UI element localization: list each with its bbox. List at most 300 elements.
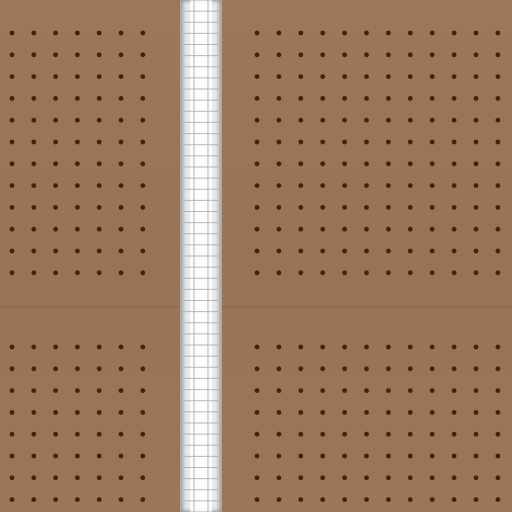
perforation-hole <box>255 118 260 123</box>
perforation-hole <box>474 249 479 254</box>
perforation-hole <box>496 270 501 275</box>
perforation-hole <box>364 270 369 275</box>
perforation-hole <box>496 388 501 393</box>
perforation-hole <box>75 227 80 232</box>
perforation-hole <box>496 52 501 57</box>
perforation-hole <box>474 183 479 188</box>
perforation-hole <box>10 345 15 350</box>
perforation-hole <box>320 74 325 79</box>
perforation-hole <box>408 366 413 371</box>
perforation-hole <box>452 96 457 101</box>
perforation-hole <box>474 74 479 79</box>
perforation-hole <box>10 432 15 437</box>
perforation-hole <box>119 205 124 210</box>
vertical-light-strip <box>180 0 222 512</box>
perforation-hole <box>408 118 413 123</box>
perforation-hole <box>320 270 325 275</box>
perforation-hole <box>364 249 369 254</box>
perforation-hole <box>140 432 145 437</box>
perforation-hole <box>496 227 501 232</box>
perforation-hole <box>452 475 457 480</box>
perforation-hole <box>386 249 391 254</box>
perforation-hole <box>474 497 479 502</box>
perforation-hole <box>474 161 479 166</box>
perforation-hole <box>31 31 36 36</box>
perforation-hole <box>119 249 124 254</box>
perforation-hole <box>386 118 391 123</box>
perforation-hole <box>97 497 102 502</box>
perforation-hole <box>298 31 303 36</box>
perforation-hole <box>75 249 80 254</box>
perforation-hole <box>119 475 124 480</box>
perforation-hole <box>320 454 325 459</box>
perforation-hole <box>140 366 145 371</box>
perforation-hole <box>255 345 260 350</box>
perforation-hole <box>386 205 391 210</box>
perforation-hole <box>452 74 457 79</box>
perforation-hole <box>140 249 145 254</box>
perforation-hole <box>342 74 347 79</box>
perforation-hole <box>97 205 102 210</box>
perforation-hole <box>364 118 369 123</box>
perforation-hole <box>53 388 58 393</box>
perforation-hole <box>364 205 369 210</box>
perforation-hole <box>298 161 303 166</box>
perforation-hole <box>75 161 80 166</box>
perforation-hole <box>474 345 479 350</box>
perforation-hole <box>496 74 501 79</box>
perforation-hole <box>474 454 479 459</box>
perforation-hole <box>342 118 347 123</box>
perforation-hole <box>342 270 347 275</box>
perforation-hole <box>119 270 124 275</box>
perforation-hole <box>119 183 124 188</box>
perforation-hole <box>474 388 479 393</box>
perforation-hole <box>298 183 303 188</box>
perforation-hole <box>408 96 413 101</box>
perforation-hole <box>342 366 347 371</box>
perforation-hole <box>119 410 124 415</box>
perforation-hole <box>408 227 413 232</box>
left-perforated-panel <box>0 0 180 512</box>
perforation-hole <box>452 432 457 437</box>
perforation-hole <box>430 118 435 123</box>
perforation-hole <box>53 96 58 101</box>
perforation-hole <box>320 410 325 415</box>
perforation-hole <box>342 388 347 393</box>
perforation-hole <box>430 497 435 502</box>
perforation-hole <box>53 31 58 36</box>
perforation-hole <box>298 74 303 79</box>
perforation-hole <box>119 31 124 36</box>
perforation-hole <box>496 183 501 188</box>
perforation-hole <box>119 161 124 166</box>
perforation-hole <box>364 497 369 502</box>
perforation-hole <box>430 454 435 459</box>
perforation-hole <box>320 118 325 123</box>
perforation-hole <box>364 31 369 36</box>
perforation-hole <box>298 454 303 459</box>
perforation-hole <box>75 388 80 393</box>
perforation-hole <box>255 31 260 36</box>
perforation-hole <box>474 410 479 415</box>
right-perforation-grid <box>222 0 512 512</box>
perforation-hole <box>474 118 479 123</box>
perforation-hole <box>97 31 102 36</box>
perforation-hole <box>255 454 260 459</box>
perforation-hole <box>452 118 457 123</box>
perforation-hole <box>430 183 435 188</box>
perforation-hole <box>31 140 36 145</box>
perforation-hole <box>496 96 501 101</box>
perforation-hole <box>255 249 260 254</box>
perforation-hole <box>277 31 282 36</box>
perforation-hole <box>31 366 36 371</box>
perforation-hole <box>75 454 80 459</box>
perforation-hole <box>31 454 36 459</box>
perforation-hole <box>452 270 457 275</box>
perforation-hole <box>320 31 325 36</box>
perforation-hole <box>255 410 260 415</box>
perforation-hole <box>119 345 124 350</box>
perforation-hole <box>408 475 413 480</box>
perforation-hole <box>364 96 369 101</box>
perforation-hole <box>320 183 325 188</box>
perforation-hole <box>140 475 145 480</box>
perforation-hole <box>97 161 102 166</box>
perforation-hole <box>140 96 145 101</box>
perforation-hole <box>320 227 325 232</box>
perforation-hole <box>386 74 391 79</box>
perforation-hole <box>386 140 391 145</box>
perforation-hole <box>298 52 303 57</box>
perforation-hole <box>408 140 413 145</box>
perforation-hole <box>474 205 479 210</box>
perforation-hole <box>430 31 435 36</box>
perforation-hole <box>10 205 15 210</box>
perforation-hole <box>430 52 435 57</box>
perforation-hole <box>408 432 413 437</box>
perforation-hole <box>10 31 15 36</box>
perforation-hole <box>342 345 347 350</box>
perforation-hole <box>75 410 80 415</box>
perforation-hole <box>342 497 347 502</box>
perforation-hole <box>452 366 457 371</box>
perforation-hole <box>408 205 413 210</box>
perforation-hole <box>430 410 435 415</box>
perforation-hole <box>298 249 303 254</box>
perforation-hole <box>31 432 36 437</box>
perforation-hole <box>75 31 80 36</box>
perforation-hole <box>31 475 36 480</box>
perforation-hole <box>452 161 457 166</box>
perforation-hole <box>342 140 347 145</box>
perforation-hole <box>277 96 282 101</box>
perforation-hole <box>277 118 282 123</box>
perforation-hole <box>10 227 15 232</box>
perforation-hole <box>277 140 282 145</box>
perforation-hole <box>31 345 36 350</box>
perforation-hole <box>342 249 347 254</box>
perforation-hole <box>53 345 58 350</box>
perforation-hole <box>119 454 124 459</box>
perforation-hole <box>364 475 369 480</box>
perforation-hole <box>452 388 457 393</box>
perforation-hole <box>430 205 435 210</box>
perforation-hole <box>53 227 58 232</box>
perforation-hole <box>31 270 36 275</box>
perforation-hole <box>119 497 124 502</box>
perforation-hole <box>97 52 102 57</box>
perforation-hole <box>364 345 369 350</box>
perforation-hole <box>452 140 457 145</box>
perforation-hole <box>496 31 501 36</box>
perforation-hole <box>364 227 369 232</box>
perforation-hole <box>452 249 457 254</box>
perforation-hole <box>496 118 501 123</box>
perforation-hole <box>10 118 15 123</box>
perforation-hole <box>97 410 102 415</box>
perforation-hole <box>53 410 58 415</box>
perforation-hole <box>430 227 435 232</box>
perforation-hole <box>430 432 435 437</box>
perforation-hole <box>97 270 102 275</box>
perforation-hole <box>320 96 325 101</box>
perforation-hole <box>119 96 124 101</box>
perforation-hole <box>75 205 80 210</box>
perforation-hole <box>97 366 102 371</box>
light-strip-grid <box>180 0 222 512</box>
perforation-hole <box>97 183 102 188</box>
perforation-hole <box>474 31 479 36</box>
perforation-hole <box>277 205 282 210</box>
perforation-hole <box>277 366 282 371</box>
perforation-hole <box>277 475 282 480</box>
perforation-hole <box>119 140 124 145</box>
perforation-hole <box>10 270 15 275</box>
perforation-hole <box>10 96 15 101</box>
perforation-hole <box>298 410 303 415</box>
perforation-hole <box>255 366 260 371</box>
perforation-hole <box>430 96 435 101</box>
perforation-hole <box>75 74 80 79</box>
perforation-hole <box>430 161 435 166</box>
perforation-hole <box>277 410 282 415</box>
perforation-hole <box>53 249 58 254</box>
perforation-hole <box>277 249 282 254</box>
perforation-hole <box>408 161 413 166</box>
perforation-hole <box>408 183 413 188</box>
perforation-hole <box>75 270 80 275</box>
perforation-hole <box>255 388 260 393</box>
perforation-hole <box>386 410 391 415</box>
perforation-hole <box>255 96 260 101</box>
perforation-hole <box>386 432 391 437</box>
perforation-hole <box>342 96 347 101</box>
perforation-hole <box>53 366 58 371</box>
perforation-hole <box>496 161 501 166</box>
perforation-hole <box>53 52 58 57</box>
perforation-hole <box>320 249 325 254</box>
perforation-hole <box>364 183 369 188</box>
perforation-hole <box>140 140 145 145</box>
perforation-hole <box>31 388 36 393</box>
perforation-hole <box>97 454 102 459</box>
perforation-hole <box>277 432 282 437</box>
perforation-hole <box>496 345 501 350</box>
perforation-hole <box>452 454 457 459</box>
perforation-hole <box>342 227 347 232</box>
perforation-hole <box>53 475 58 480</box>
perforation-hole <box>364 454 369 459</box>
perforation-hole <box>97 475 102 480</box>
perforation-hole <box>364 52 369 57</box>
perforation-hole <box>298 388 303 393</box>
perforation-hole <box>53 118 58 123</box>
perforation-hole <box>320 475 325 480</box>
perforation-hole <box>277 270 282 275</box>
perforation-hole <box>342 183 347 188</box>
perforation-hole <box>277 74 282 79</box>
perforation-hole <box>277 345 282 350</box>
perforation-hole <box>430 475 435 480</box>
perforation-hole <box>140 161 145 166</box>
perforation-hole <box>386 183 391 188</box>
perforation-hole <box>408 388 413 393</box>
perforation-hole <box>31 227 36 232</box>
perforation-hole <box>408 345 413 350</box>
perforation-hole <box>408 410 413 415</box>
perforation-hole <box>10 410 15 415</box>
perforation-hole <box>31 205 36 210</box>
perforation-hole <box>452 183 457 188</box>
perforation-hole <box>140 345 145 350</box>
perforation-hole <box>298 270 303 275</box>
perforation-hole <box>496 366 501 371</box>
perforation-hole <box>277 454 282 459</box>
perforation-hole <box>31 183 36 188</box>
perforation-hole <box>408 497 413 502</box>
perforation-hole <box>53 183 58 188</box>
perforation-hole <box>277 388 282 393</box>
perforation-hole <box>75 366 80 371</box>
perforation-hole <box>119 388 124 393</box>
perforation-hole <box>386 31 391 36</box>
perforation-hole <box>342 161 347 166</box>
perforation-hole <box>496 410 501 415</box>
perforation-hole <box>474 270 479 275</box>
perforation-hole <box>298 475 303 480</box>
right-perforated-panel <box>222 0 512 512</box>
perforation-hole <box>496 140 501 145</box>
perforation-hole <box>364 388 369 393</box>
perforation-hole <box>342 454 347 459</box>
perforation-hole <box>364 140 369 145</box>
perforation-hole <box>31 161 36 166</box>
perforation-hole <box>474 366 479 371</box>
perforation-hole <box>496 475 501 480</box>
perforation-hole <box>496 249 501 254</box>
perforation-hole <box>255 205 260 210</box>
perforation-hole <box>474 52 479 57</box>
perforation-hole <box>75 118 80 123</box>
perforation-hole <box>364 74 369 79</box>
perforation-hole <box>474 140 479 145</box>
perforation-hole <box>298 432 303 437</box>
perforation-hole <box>10 140 15 145</box>
perforation-hole <box>320 161 325 166</box>
perforation-hole <box>97 140 102 145</box>
perforation-hole <box>298 96 303 101</box>
perforation-hole <box>408 74 413 79</box>
perforation-hole <box>10 52 15 57</box>
perforation-hole <box>119 366 124 371</box>
perforation-hole <box>342 432 347 437</box>
perforation-hole <box>386 475 391 480</box>
perforation-hole <box>75 52 80 57</box>
perforation-hole <box>452 410 457 415</box>
perforation-hole <box>97 96 102 101</box>
perforation-hole <box>386 96 391 101</box>
perforation-hole <box>10 454 15 459</box>
perforation-hole <box>320 52 325 57</box>
perforation-hole <box>140 497 145 502</box>
perforation-hole <box>75 96 80 101</box>
perforation-hole <box>119 74 124 79</box>
perforation-hole <box>10 475 15 480</box>
perforation-hole <box>255 140 260 145</box>
perforation-hole <box>320 388 325 393</box>
perforation-hole <box>31 410 36 415</box>
perforation-hole <box>342 475 347 480</box>
perforation-hole <box>140 454 145 459</box>
perforation-hole <box>496 432 501 437</box>
perforation-hole <box>408 31 413 36</box>
perforation-hole <box>255 52 260 57</box>
perforation-hole <box>97 432 102 437</box>
perforation-hole <box>496 205 501 210</box>
perforation-hole <box>298 205 303 210</box>
perforation-hole <box>298 366 303 371</box>
perforation-hole <box>298 140 303 145</box>
perforation-hole <box>320 140 325 145</box>
perforation-hole <box>75 183 80 188</box>
perforation-hole <box>10 249 15 254</box>
perforation-hole <box>320 497 325 502</box>
perforation-hole <box>408 270 413 275</box>
perforation-hole <box>452 497 457 502</box>
perforation-hole <box>298 345 303 350</box>
perforation-hole <box>75 475 80 480</box>
perforation-hole <box>386 345 391 350</box>
perforation-hole <box>31 74 36 79</box>
perforation-hole <box>386 454 391 459</box>
perforation-hole <box>342 52 347 57</box>
perforation-hole <box>386 270 391 275</box>
perforation-hole <box>408 52 413 57</box>
perforation-hole <box>53 454 58 459</box>
perforation-hole <box>277 497 282 502</box>
perforation-hole <box>277 161 282 166</box>
perforation-hole <box>119 432 124 437</box>
perforation-hole <box>255 270 260 275</box>
perforation-hole <box>75 345 80 350</box>
perforation-hole <box>140 31 145 36</box>
perforation-hole <box>430 140 435 145</box>
perforation-hole <box>31 52 36 57</box>
perforation-hole <box>298 227 303 232</box>
perforation-hole <box>140 270 145 275</box>
